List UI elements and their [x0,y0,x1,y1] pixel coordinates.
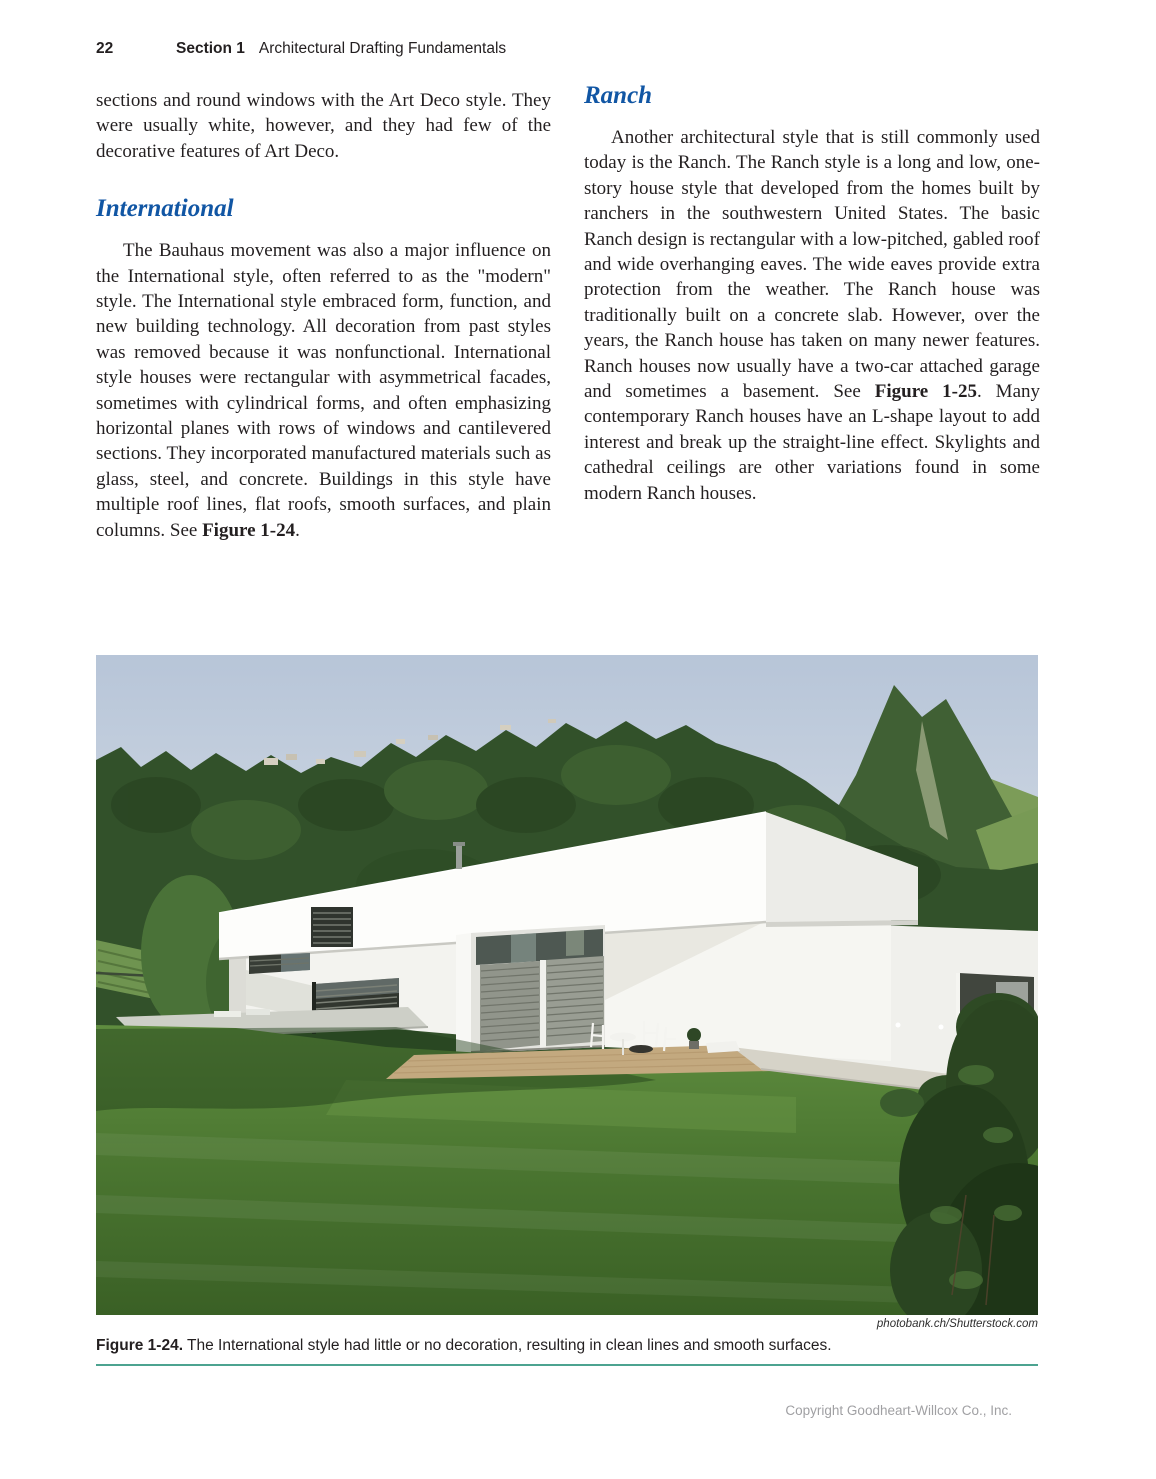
figure-1-24-reference: Figure 1-24 [202,519,296,541]
heading-ranch: Ranch [584,82,653,109]
section-label: Section 1 [176,40,245,57]
figure-1-24-photo [96,655,1038,1315]
left-column [96,88,551,543]
ranch-paragraph [584,125,1040,506]
right-column [584,82,1040,506]
ranch-paragraph-text: Another architectural style that is still commonly used today is the Ranch. The Ranch style is a long and low, one-story house style that developed from the homes built by ranchers in the southwestern United States. The basic Ranch design is rectangular with a low-pitched, gabled roof and wide overhanging eaves. The wide eaves provide extra protection from the weather. The Ranch house was traditionally built on a concrete slab. However, over the years, the Ranch house has taken on many newer features. Ranch houses now usually have a two-car attached garage and sometimes a basement. See [584,127,1040,403]
figure-caption-label: Figure 1-24. [96,1337,183,1354]
copyright-notice: Copyright Goodheart-Willcox Co., Inc. [785,1403,1012,1418]
figure-caption [96,1336,1038,1366]
figure-caption-text: The International style had little or no decoration, resulting in clean lines and smooth surfaces. [183,1337,832,1354]
international-paragraph-text: The Bauhaus movement was also a major influence on the International style, often referred to as the "modern" style. The International style embraced form, function, and new building technology. All decoration from past styles was removed because it was nonfunctional. International style houses were rectangular with asymmetrical facades, sometimes with cylindrical forms, and often emphasizing horizontal planes with rows of windows and cantilevered sections. They incorporated manufactured materials such as glass, steel, and concrete. Buildings in this style have multiple roof lines, flat roofs, smooth surfaces, and plain columns. See [96,240,551,541]
figure-1-24 [96,655,1038,1366]
figure-1-25-reference: Figure 1-25 [874,381,977,403]
continued-paragraph: sections and round windows with the Art Deco style. They were usually white, however, and they had few of the decorative features of Art Deco. [96,90,551,162]
photo-credit: photobank.ch/Shutterstock.com [876,1318,1038,1330]
international-paragraph-end: . [295,519,300,541]
international-paragraph [96,238,551,543]
ranch-paragraph-end: . Many contemporary Ranch houses have an L-shape layout to add interest and break up the straight-line effect. Skylights and cathedral ceilings are other variations found in some modern Ranch houses. [584,381,1041,504]
page-number: 22 [96,40,114,57]
heading-international: International [96,195,234,223]
section-title: Architectural Drafting Fundamentals [258,40,507,57]
running-head [96,40,1040,58]
